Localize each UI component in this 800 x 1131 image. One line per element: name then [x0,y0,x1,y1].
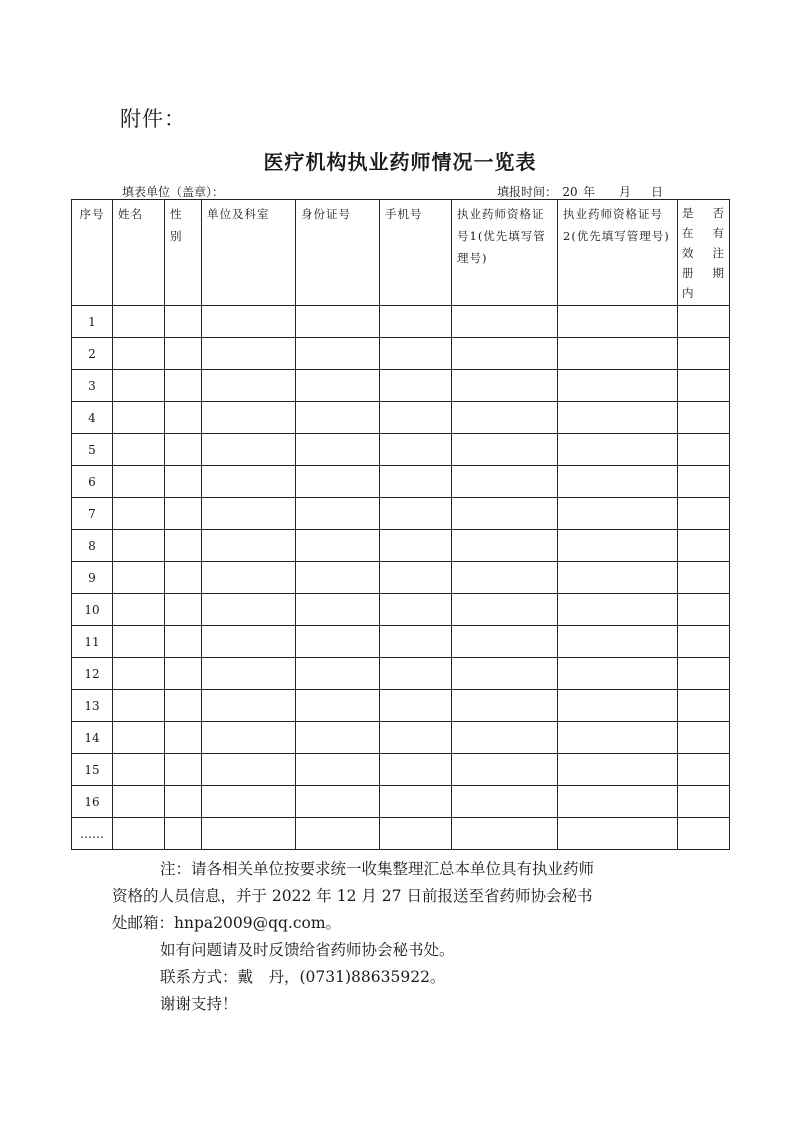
table-cell[interactable] [558,754,678,786]
table-cell[interactable] [380,658,452,690]
table-cell[interactable] [452,786,558,818]
header-cert1: 执业药师资格证号1(优先填写管理号) [452,200,558,306]
table-cell[interactable] [296,498,380,530]
table-cell[interactable] [296,370,380,402]
row-number: 14 [72,722,113,754]
table-cell[interactable] [558,402,678,434]
table-cell[interactable] [678,402,730,434]
table-cell[interactable] [113,498,165,530]
table-cell[interactable] [296,690,380,722]
table-cell[interactable] [113,690,165,722]
header-unit-dept: 单位及科室 [202,200,296,306]
row-number: 7 [72,498,113,530]
table-row [72,594,730,626]
table-cell[interactable] [296,786,380,818]
table-cell[interactable] [380,498,452,530]
row-number: 2 [72,338,113,370]
note-line-2: 资格的人员信息，并于 2022 年 12 月 27 日前报送至省药师协会秘书 [112,887,593,905]
table-cell[interactable] [165,466,202,498]
table-cell[interactable] [202,370,296,402]
table-cell[interactable] [113,306,165,338]
day-unit: 日 [651,185,664,199]
table-cell[interactable] [202,434,296,466]
fill-unit-label: 填表单位（盖章）： [122,185,225,199]
table-cell[interactable] [296,306,380,338]
table-cell[interactable] [202,498,296,530]
table-cell[interactable] [113,434,165,466]
table-cell[interactable] [380,466,452,498]
table-cell[interactable] [452,562,558,594]
row-number: 10 [72,594,113,626]
table-cell[interactable] [165,658,202,690]
table-cell[interactable] [296,338,380,370]
table-row [72,626,730,658]
row-number: 11 [72,626,113,658]
table-cell[interactable] [380,754,452,786]
table-cell[interactable] [165,594,202,626]
table-cell[interactable] [113,594,165,626]
table-row [72,530,730,562]
table-cell[interactable] [296,754,380,786]
row-number: 1 [72,306,113,338]
row-number: 3 [72,370,113,402]
table-cell[interactable] [113,754,165,786]
table-cell[interactable] [165,818,202,850]
table-cell[interactable] [202,690,296,722]
table-cell[interactable] [678,722,730,754]
table-cell[interactable] [452,690,558,722]
note-line-4: 如有问题请及时反馈给省药师协会秘书处。 [160,941,455,959]
table-cell[interactable] [296,434,380,466]
table-cell[interactable] [452,466,558,498]
note-line-1: 注：请各相关单位按要求统一收集整理汇总本单位具有执业药师 [160,860,595,878]
table-cell[interactable] [296,818,380,850]
table-cell[interactable] [452,530,558,562]
table-cell[interactable] [113,562,165,594]
table-cell[interactable] [380,530,452,562]
row-number: 8 [72,530,113,562]
table-cell[interactable] [558,466,678,498]
table-cell[interactable] [452,658,558,690]
table-cell[interactable] [380,722,452,754]
table-cell[interactable] [165,338,202,370]
table-cell[interactable] [380,690,452,722]
table-cell[interactable] [452,370,558,402]
table-row [72,562,730,594]
table-row [72,690,730,722]
row-number: 15 [72,754,113,786]
month-blank [595,186,619,200]
table-cell[interactable] [202,562,296,594]
header-gender: 性别 [165,200,202,306]
fill-date [497,183,663,200]
table-cell[interactable] [113,658,165,690]
table-cell[interactable] [296,594,380,626]
table-cell[interactable] [202,306,296,338]
table-cell[interactable] [678,466,730,498]
table-cell[interactable] [296,562,380,594]
table-row [72,466,730,498]
month-unit: 月 [619,185,632,199]
table-cell[interactable] [380,370,452,402]
table-row [72,306,730,338]
table-cell[interactable] [678,434,730,466]
row-number: 13 [72,690,113,722]
header-name: 姓名 [113,200,165,306]
table-cell[interactable] [202,530,296,562]
table-cell[interactable] [202,754,296,786]
table-cell[interactable] [678,818,730,850]
table-cell[interactable] [452,434,558,466]
table-cell[interactable] [678,370,730,402]
table-cell[interactable] [558,370,678,402]
table-cell[interactable] [165,370,202,402]
page-title: 医疗机构执业药师情况一览表 [263,150,537,174]
table-cell[interactable] [380,594,452,626]
table-cell[interactable] [380,306,452,338]
table-cell[interactable] [296,530,380,562]
table-cell[interactable] [165,434,202,466]
table-cell[interactable] [678,658,730,690]
table-cell[interactable] [558,658,678,690]
table-row [72,754,730,786]
table-cell[interactable] [165,530,202,562]
table-cell[interactable] [165,626,202,658]
table-cell[interactable] [202,626,296,658]
table-cell[interactable] [452,626,558,658]
table-cell[interactable] [678,498,730,530]
table-cell[interactable] [678,786,730,818]
table-cell[interactable] [296,626,380,658]
table-row [72,658,730,690]
table-cell[interactable] [165,754,202,786]
year-unit: 年 [583,185,596,199]
table-cell[interactable] [202,402,296,434]
header-cert2: 执业药师资格证号2(优先填写管理号) [558,200,678,306]
note-line-6: 谢谢支持！ [160,995,238,1013]
table-cell[interactable] [296,658,380,690]
table-row [72,498,730,530]
table-cell[interactable] [678,754,730,786]
note-line-5: 联系方式：戴 丹，(0731)88635922。 [160,968,446,986]
header-phone: 手机号 [380,200,452,306]
table-cell[interactable] [678,306,730,338]
table-cell[interactable] [380,786,452,818]
row-number: …… [72,818,113,850]
table-cell[interactable] [678,338,730,370]
table-cell[interactable] [380,434,452,466]
table-cell[interactable] [558,562,678,594]
table-cell[interactable] [380,338,452,370]
table-cell[interactable] [452,402,558,434]
table-cell[interactable] [558,722,678,754]
attachment-label: 附件： [120,107,186,131]
table-cell[interactable] [113,626,165,658]
table-cell[interactable] [678,530,730,562]
table-cell[interactable] [165,562,202,594]
table-cell[interactable] [202,594,296,626]
fill-date-label: 填报时间： [497,185,558,199]
table-cell[interactable] [380,562,452,594]
table-cell[interactable] [380,818,452,850]
table-cell[interactable] [296,466,380,498]
table-header-row [72,200,730,306]
table-cell[interactable] [113,402,165,434]
table-cell[interactable] [558,786,678,818]
table-cell[interactable] [558,530,678,562]
table-cell[interactable] [113,786,165,818]
note-line-3: 处邮箱：hnpa2009@qq.com。 [112,914,342,932]
notes [112,856,712,1018]
header-id-no: 身份证号 [296,200,380,306]
table-row [72,818,730,850]
table-cell[interactable] [113,338,165,370]
header-valid-col-a: 是 在 效 册 内 [682,206,695,300]
table-cell[interactable] [202,818,296,850]
table-cell[interactable] [296,722,380,754]
table-cell[interactable] [202,786,296,818]
table-cell[interactable] [165,786,202,818]
row-number: 6 [72,466,113,498]
table-cell[interactable] [113,818,165,850]
year-blank: 20 [557,186,583,200]
table-cell[interactable] [113,370,165,402]
table-cell[interactable] [165,402,202,434]
table-cell[interactable] [558,338,678,370]
table-cell[interactable] [113,466,165,498]
header-valid-col-b: 否 有 注 期 [712,206,725,280]
table-cell[interactable] [452,306,558,338]
table-cell[interactable] [296,402,380,434]
table-cell[interactable] [558,818,678,850]
table-cell[interactable] [202,722,296,754]
header-seq: 序号 [72,200,113,306]
table-cell[interactable] [678,626,730,658]
table-cell[interactable] [165,690,202,722]
table-row [72,402,730,434]
table-cell[interactable] [380,626,452,658]
row-number: 5 [72,434,113,466]
table-cell[interactable] [165,722,202,754]
table-cell[interactable] [558,594,678,626]
table-cell[interactable] [452,754,558,786]
table-cell[interactable] [202,338,296,370]
table-cell[interactable] [452,818,558,850]
table-cell[interactable] [558,690,678,722]
row-number: 12 [72,658,113,690]
table-row [72,370,730,402]
table-cell[interactable] [678,594,730,626]
row-number: 16 [72,786,113,818]
table-cell[interactable] [558,434,678,466]
table-cell[interactable] [452,498,558,530]
table-cell[interactable] [113,530,165,562]
table-row [72,338,730,370]
row-number: 4 [72,402,113,434]
table-cell[interactable] [558,306,678,338]
day-blank [631,186,651,200]
table-cell[interactable] [452,722,558,754]
table-cell[interactable] [202,658,296,690]
table-cell[interactable] [452,338,558,370]
table-cell[interactable] [113,722,165,754]
table-cell[interactable] [558,498,678,530]
table-cell[interactable] [558,626,678,658]
table-cell[interactable] [678,562,730,594]
table-cell[interactable] [678,690,730,722]
table-row [72,786,730,818]
table-cell[interactable] [165,498,202,530]
table-row [72,434,730,466]
table-cell[interactable] [380,402,452,434]
table-row [72,722,730,754]
header-valid-registration [678,200,730,306]
table-cell[interactable] [165,306,202,338]
table-cell[interactable] [202,466,296,498]
row-number: 9 [72,562,113,594]
table-cell[interactable] [452,594,558,626]
pharmacist-table [71,199,730,850]
